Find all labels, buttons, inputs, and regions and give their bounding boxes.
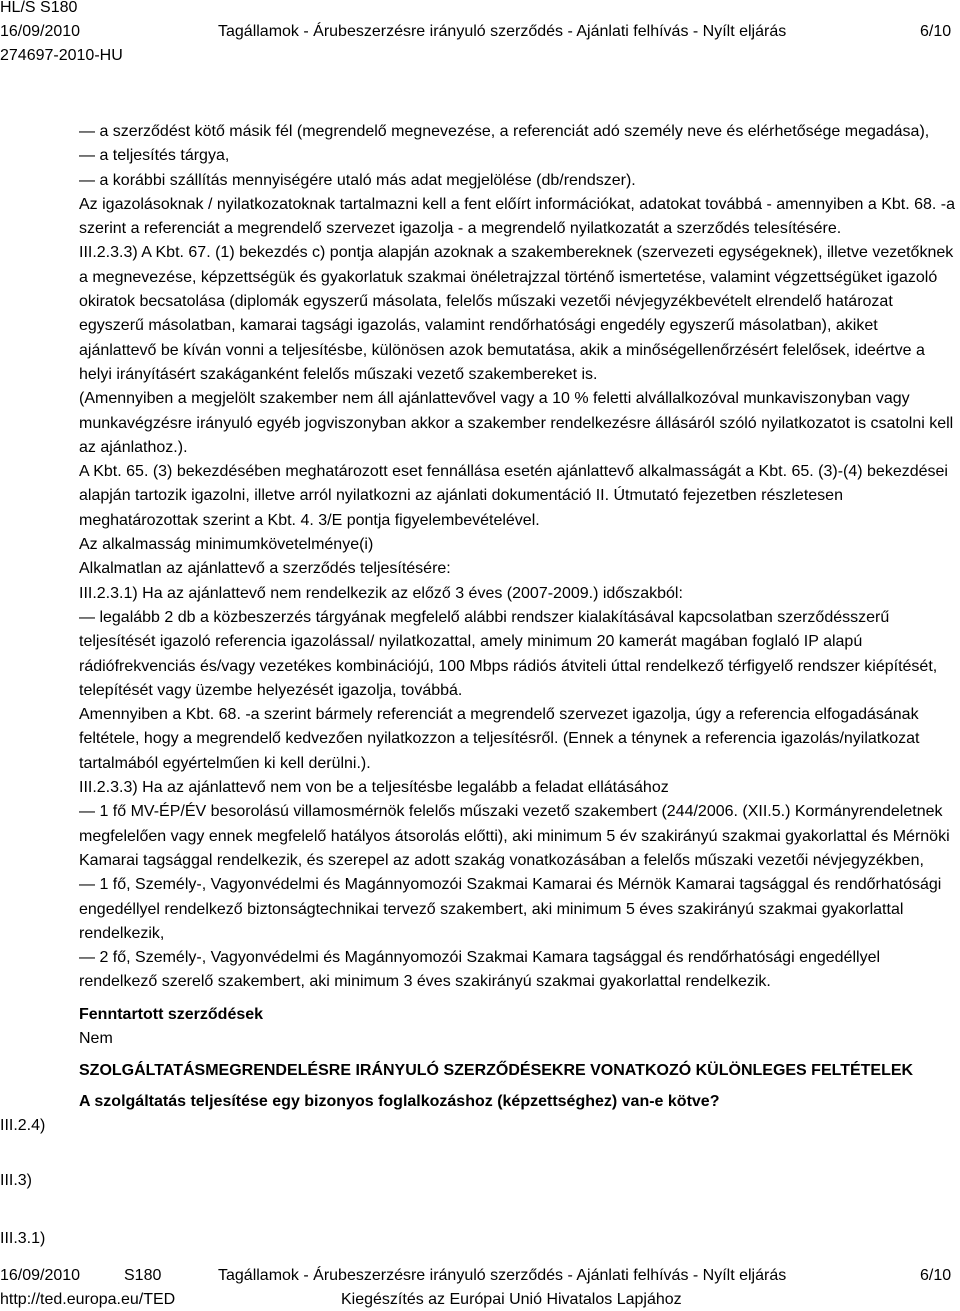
paragraph: — 1 fő, Személy-, Vagyonvédelmi és Magánnyomozói Szakmai Kamarai és Mérnök Kamarai tagsággal és rendőrhatósági engedéllyel rendelkező biztonságtechnikai tervező szakembert, aki minimum 5 éves szakirányú szakmai gyakorlattal rendelkezik, (79, 876, 942, 942)
service-contracts-question: A szolgáltatás teljesítése egy bizonyos foglalkozáshoz (képzettséghez) van-e kötve? (79, 1092, 720, 1110)
footer-url-link[interactable]: http://ted.europa.eu/TED (0, 1291, 176, 1308)
footer-code: S180 (124, 1267, 162, 1284)
reserved-contracts-heading: Fenntartott szerződések (79, 1005, 264, 1023)
paragraph: — a teljesítés tárgya, (79, 147, 230, 165)
header-code: HL/S S180 (0, 0, 78, 16)
paragraph: A Kbt. 65. (3) bekezdésében meghatározott eset fennállása esetén ajánlattevő alkalmasságát a Kbt. 65. (3)-(4) bekezdései alapján tartozik igazolni, illetve arról nyilatkozni az ajánlati dokumentáció II. Útmutató fejezetben részletesen meghatározottak szerint a Kbt. 4. 3/E pontja figyelembevételével. (79, 463, 948, 529)
footer-title: Tagállamok - Árubeszerzésre irányuló szerződés - Ajánlati felhívás - Nyílt eljárás (218, 1267, 787, 1284)
paragraph: Amennyiben a Kbt. 68. -a szerint bármely referenciát a megrendelő szervezet igazolja, úgy a referencia elfogadásának feltétele, hogy a megrendelő kedvezően nyilatkozzon a teljesítésről. (Ennek a ténynek a referencia igazolás/nyilatkozat tartalmából egyértelműen ki kell derülni.). (79, 706, 920, 772)
paragraph: III.2.3.3) Ha az ajánlattevő nem von be a teljesítésbe legalább a feladat ellátásához (79, 779, 669, 797)
paragraph: Az alkalmasság minimumkövetelménye(i) (79, 536, 374, 554)
header-date: 16/09/2010 (0, 23, 81, 40)
footer-publisher: Kiegészítés az Európai Unió Hivatalos Lapjához (341, 1291, 682, 1308)
paragraph: Alkalmatlan az ajánlattevő a szerződés teljesítésére: (79, 560, 451, 578)
paragraph: — a korábbi szállítás mennyiségére utaló más adat megjelölése (db/rendszer). (79, 171, 636, 189)
section-label-iii-2-4: III.2.4) (0, 1117, 46, 1134)
header-title: Tagállamok - Árubeszerzésre irányuló szerződés - Ajánlati felhívás - Nyílt eljárás (218, 23, 787, 40)
section-label-iii-3-1: III.3.1) (0, 1230, 46, 1247)
header-doc-id: 274697-2010-HU (0, 47, 123, 64)
paragraph: III.2.3.1) Ha az ajánlattevő nem rendelkezik az előző 3 éves (2007-2009.) időszakból: (79, 584, 683, 602)
page-footer (0, 1266, 960, 1311)
footer-date: 16/09/2010 (0, 1267, 81, 1284)
footer-page-number: 6/10 (920, 1267, 952, 1284)
paragraph: — a szerződést kötő másik fél (megrendelő megnevezése, a referenciát adó személy neve és elérhetősége megadása), (79, 123, 930, 140)
service-contracts-heading: SZOLGÁLTATÁSMEGRENDELÉSRE IRÁNYULÓ SZERZŐDÉSEKRE VONATKOZÓ KÜLÖNLEGES FELTÉTELEK (79, 1062, 914, 1080)
paragraph: — 1 fő MV-ÉP/ÉV besorolású villamosmérnök felelős műszaki vezető szakembert (244/2006. (XII.5.) Kormányrendeletnek megfelelően vagy ennek megfelelő hatályos átsorolás előtti), aki minimum 5 év szakirányú szakmai gyakorlattal és Mérnöki Kamarai tagsággal rendelkezik, és szerepel az adott szakág vonatkozásában a felelős műszaki vezetői névjegyzékben, (79, 803, 950, 869)
document-body (79, 120, 959, 1114)
section-label-iii-3: III.3) (0, 1172, 33, 1189)
paragraph: III.2.3.3) A Kbt. 67. (1) bekezdés c) pontja alapján azoknak a szakembereknek (szervezeti egységeknek), illetve vezetőknek a megnevezése, képzettségük és gyakorlatuk szakmai önéletrajzzal történő ismertetése, valamint végzettségüket igazoló okiratok becsatolása (diplomák egyszerű másolata, felelős műszaki vezetői névjegyzékbevételt elrendelő határozat egyszerű másolatban, kamarai tagsági igazolás, valamint rendőrhatósági engedély egyszerű másolatban), akiket ajánlattevő be kíván vonni a teljesítésbe, különösen azok bemutatása, akik a minőségellenőrzésért felelősek, ideértve a helyi irányításért szakáganként felelős műszaki vezető szakembereket is. (79, 244, 954, 383)
paragraph: — legalább 2 db a közbeszerzés tárgyának megfelelő alábbi rendszer kialakításával kapcsolatban szerződésszerű teljesítését igazoló referencia igazolással/ nyilatkozattal, amely minimum 20 kamerát magában foglaló IP alapú rádiófrekvenciás és/vagy vezetékes kombinációjú, 100 Mbps rádiós átviteli úttal rendelkező térfigyelő rendszer kiépítését, telepítését vagy üzembe helyezését igazolja, továbbá. (79, 608, 938, 699)
paragraph: — 2 fő, Személy-, Vagyonvédelmi és Magánnyomozói Szakmai Kamara tagsággal és rendőrhatósági engedéllyel rendelkező szerelő szakembert, aki minimum 3 éves szakirányú szakmai gyakorlattal rendelkezik. (79, 949, 881, 991)
header-page-number: 6/10 (920, 23, 952, 40)
paragraph: Az igazolásoknak / nyilatkozatoknak tartalmazni kell a fent előírt információkat, adatokat továbbá - amennyiben a Kbt. 68. -a szerint a referenciát a megrendelő szervezet igazolja - a megrendelő nyilatkozatát a szerződés telesítésére. (79, 195, 956, 238)
reserved-contracts-value: Nem (79, 1029, 113, 1047)
page-header (0, 0, 960, 72)
paragraph: (Amennyiben a megjelölt szakember nem áll ajánlattevővel vagy a 10 % feletti alvállalkozóval munkaviszonyban vagy munkavégzésre irányuló egyéb jogviszonyban akkor a szakember rendelkezésre állásáról szóló nyilatkozatot is csatolni kell az ajánlathoz.). (79, 390, 954, 456)
